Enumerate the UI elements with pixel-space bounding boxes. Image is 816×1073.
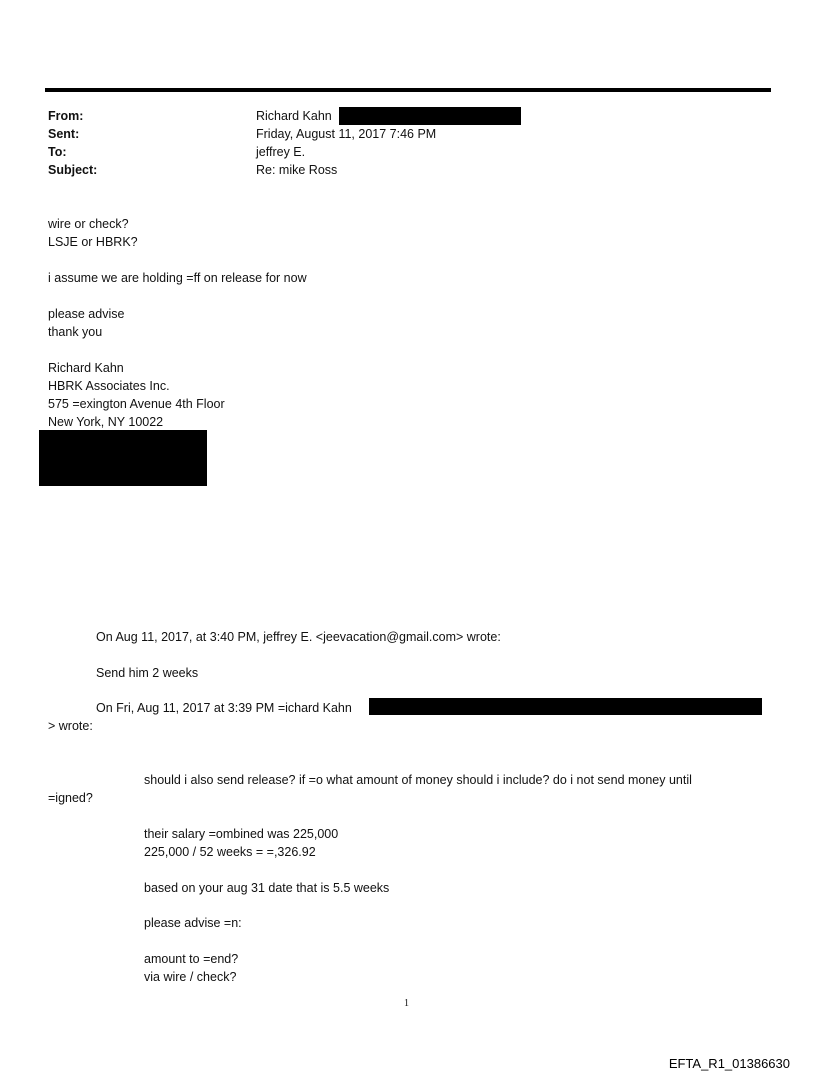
from-value: Richard Kahn bbox=[256, 109, 332, 123]
header-rule bbox=[45, 88, 771, 92]
redaction-signature-block bbox=[39, 430, 207, 486]
quoted-line: based on your aug 31 date that is 5.5 weeks bbox=[144, 881, 390, 895]
from-label: From: bbox=[48, 109, 84, 123]
quoted-line: =igned? bbox=[48, 791, 93, 805]
to-label: To: bbox=[48, 145, 67, 159]
redaction-from-email bbox=[339, 107, 521, 125]
document-id: EFTA_R1_01386630 bbox=[668, 1056, 790, 1071]
quoted-line: should i also send release? if =o what amount of money should i include? do i not send money until bbox=[144, 773, 692, 787]
quoted-attribution: On Fri, Aug 11, 2017 at 3:39 PM =ichard Kahn bbox=[96, 701, 352, 715]
signature-city: New York, NY 10022 bbox=[48, 415, 164, 429]
signature-name: Richard Kahn bbox=[48, 361, 124, 375]
redaction-quoted-email bbox=[369, 698, 762, 715]
quoted-attribution-end: > wrote: bbox=[48, 719, 93, 733]
signature-company: HBRK Associates Inc. bbox=[48, 379, 170, 393]
quoted-line: amount to =end? bbox=[144, 952, 239, 966]
quoted-line: their salary =ombined was 225,000 bbox=[144, 827, 339, 841]
quoted-attribution: On Aug 11, 2017, at 3:40 PM, jeffrey E. <jeevacation@gmail.com> wrote: bbox=[96, 630, 501, 644]
body-line: please advise bbox=[48, 307, 125, 321]
body-line: thank you bbox=[48, 325, 103, 339]
body-line: i assume we are holding =ff on release for now bbox=[48, 271, 307, 285]
subject-label: Subject: bbox=[48, 163, 98, 177]
quoted-text: Send him 2 weeks bbox=[96, 666, 199, 680]
page-number: 1 bbox=[404, 998, 409, 1009]
sent-value: Friday, August 11, 2017 7:46 PM bbox=[256, 127, 437, 141]
quoted-line: 225,000 / 52 weeks = =,326.92 bbox=[144, 845, 316, 859]
sent-label: Sent: bbox=[48, 127, 80, 141]
signature-address: 575 =exington Avenue 4th Floor bbox=[48, 397, 225, 411]
quoted-line: via wire / check? bbox=[144, 970, 237, 984]
body-line: wire or check? bbox=[48, 217, 129, 231]
quoted-line: please advise =n: bbox=[144, 916, 242, 930]
subject-value: Re: mike Ross bbox=[256, 163, 338, 177]
body-line: LSJE or HBRK? bbox=[48, 235, 138, 249]
to-value: jeffrey E. bbox=[256, 145, 306, 159]
